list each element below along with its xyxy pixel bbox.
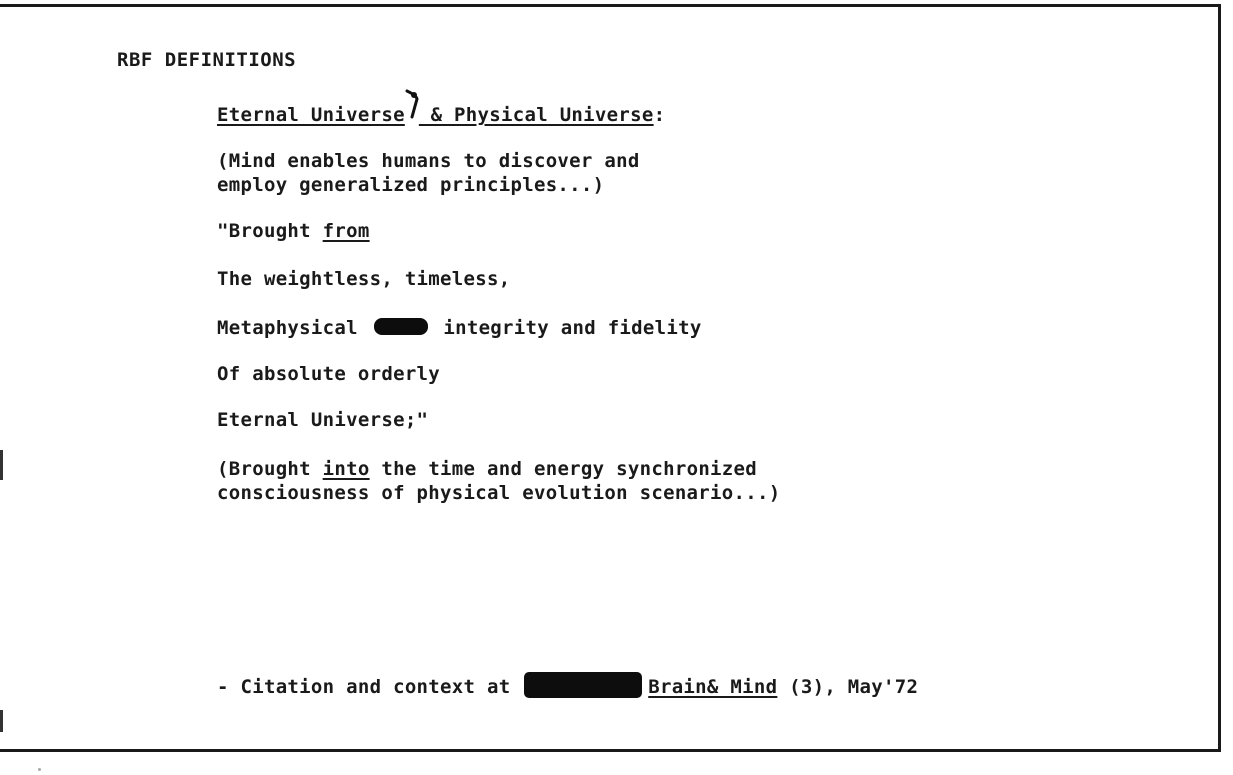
paragraph2-line2: consciousness of physical evolution scenario...) xyxy=(217,482,781,504)
redaction-block xyxy=(524,672,642,698)
title-physical-universe: & Physical Universe xyxy=(418,104,654,126)
handwritten-mark-icon xyxy=(405,101,419,123)
quote-metaphysical: Metaphysical xyxy=(217,317,370,339)
redaction-mark xyxy=(374,318,428,335)
paragraph1-line1: (Mind enables humans to discover and xyxy=(217,150,640,172)
document-heading: RBF DEFINITIONS xyxy=(117,49,297,71)
paragraph1-line2: employ generalized principles...) xyxy=(217,174,605,196)
quote-line3 xyxy=(217,317,702,339)
quote-line5: Eternal Universe;" xyxy=(217,409,429,431)
title-eternal-universe: Eternal Universe xyxy=(217,104,405,126)
citation-prefix: - Citation and context at xyxy=(217,676,523,698)
title-colon: : xyxy=(653,104,666,126)
citation-suffix: (3), May'72 xyxy=(777,676,919,698)
paper-speck xyxy=(38,768,41,771)
paragraph2-into: into xyxy=(322,458,370,480)
quote-line2: The weightless, timeless, xyxy=(217,268,511,290)
paragraph2-line1 xyxy=(217,458,757,480)
quote-line4: Of absolute orderly xyxy=(217,363,441,385)
paragraph2-brought: (Brought xyxy=(217,458,323,480)
paragraph2-rest: the time and energy synchronized xyxy=(369,458,758,480)
definition-title xyxy=(217,101,665,126)
quote-integrity: integrity and fidelity xyxy=(431,317,702,339)
quote-brought: "Brought xyxy=(217,220,323,242)
citation-line xyxy=(217,672,918,698)
quote-line1 xyxy=(217,220,370,242)
edge-mark xyxy=(0,450,3,480)
edge-mark xyxy=(0,710,3,732)
citation-source: Brain& Mind xyxy=(648,676,778,698)
quote-from: from xyxy=(322,220,370,242)
